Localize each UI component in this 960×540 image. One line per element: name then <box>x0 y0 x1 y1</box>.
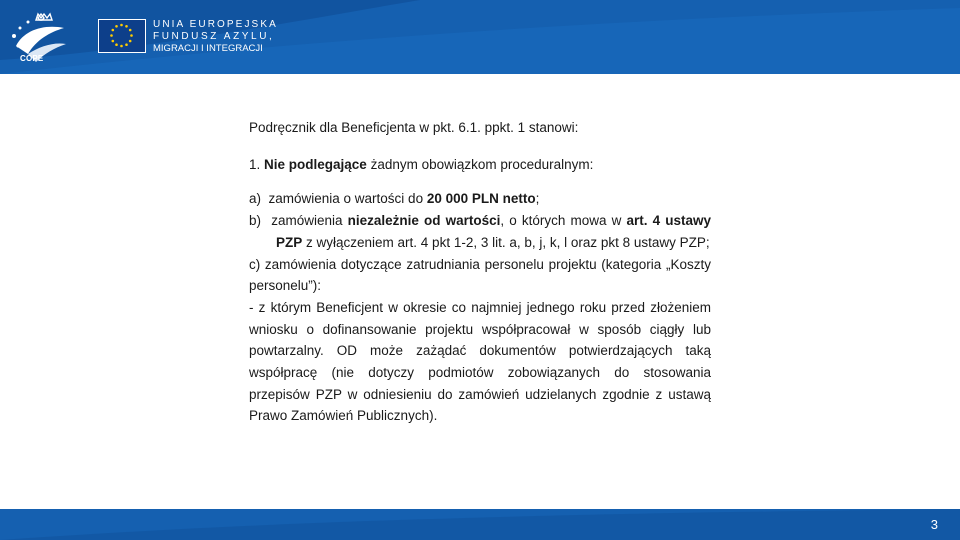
footer-wave-decoration <box>0 509 960 540</box>
dash-paragraph: - z którym Beneficjent w okresie co najmniej jednego roku przed złożeniem wniosku o dofinansowanie projektu współpracował w sposób ciągły lub powtarzalny. OD może zażądać dokumentów potwierdzających taką współpracę (nie dotyczy podmiotów zobowiązanych do stosowania przepisów PZP w odniesieniu do zamówień udzielanych zgodnie z ustawą Prawo Zamówień Publicznych). <box>249 299 711 424</box>
item-a-bold: 20 000 PLN netto <box>426 191 536 207</box>
eu-label-line2: FUNDUSZ AZYLU, <box>153 31 275 42</box>
point-1-prefix: 1. <box>249 156 265 172</box>
header-bar <box>0 0 960 74</box>
intro-paragraph: Podręcznik dla Beneficjenta w pkt. 6.1. ppkt. 1 stanowi: <box>249 120 579 135</box>
item-c: c) zamówienia dotyczące zatrudniania personelu projektu (kategoria „Koszty personelu”): <box>249 256 711 294</box>
eu-flag-icon <box>98 19 146 53</box>
eu-label-line1: UNIA EUROPEJSKA <box>153 19 278 30</box>
point-1-bold: Nie podlegające <box>264 156 367 172</box>
slide-body <box>249 117 711 427</box>
item-b-bold-2: art. 4 ustawy PZP <box>276 213 711 250</box>
item-a: a) zamówienia o wartości do 20 000 PLN netto; <box>249 191 540 207</box>
cope-logo-icon <box>6 6 86 68</box>
eu-fund-label <box>153 19 278 55</box>
point-1-rest: żadnym obowiązkom proceduralnym: <box>366 156 594 172</box>
cope-logo-text: COPE <box>20 54 44 63</box>
point-1-heading <box>249 154 711 176</box>
page-number: 3 <box>930 517 938 532</box>
footer-bar <box>0 509 960 540</box>
eu-label-line3: MIGRACJI I INTEGRACJI <box>153 43 263 54</box>
item-b: b) zamówienia niezależnie od wartości, o których mowa w art. 4 ustawy PZP z wyłączeniem art. 4 pkt 1-2, 3 lit. a, b, j, k, l oraz pkt 8 ustawy PZP; <box>249 213 711 250</box>
item-b-bold-1: niezależnie od wartości <box>347 213 501 229</box>
